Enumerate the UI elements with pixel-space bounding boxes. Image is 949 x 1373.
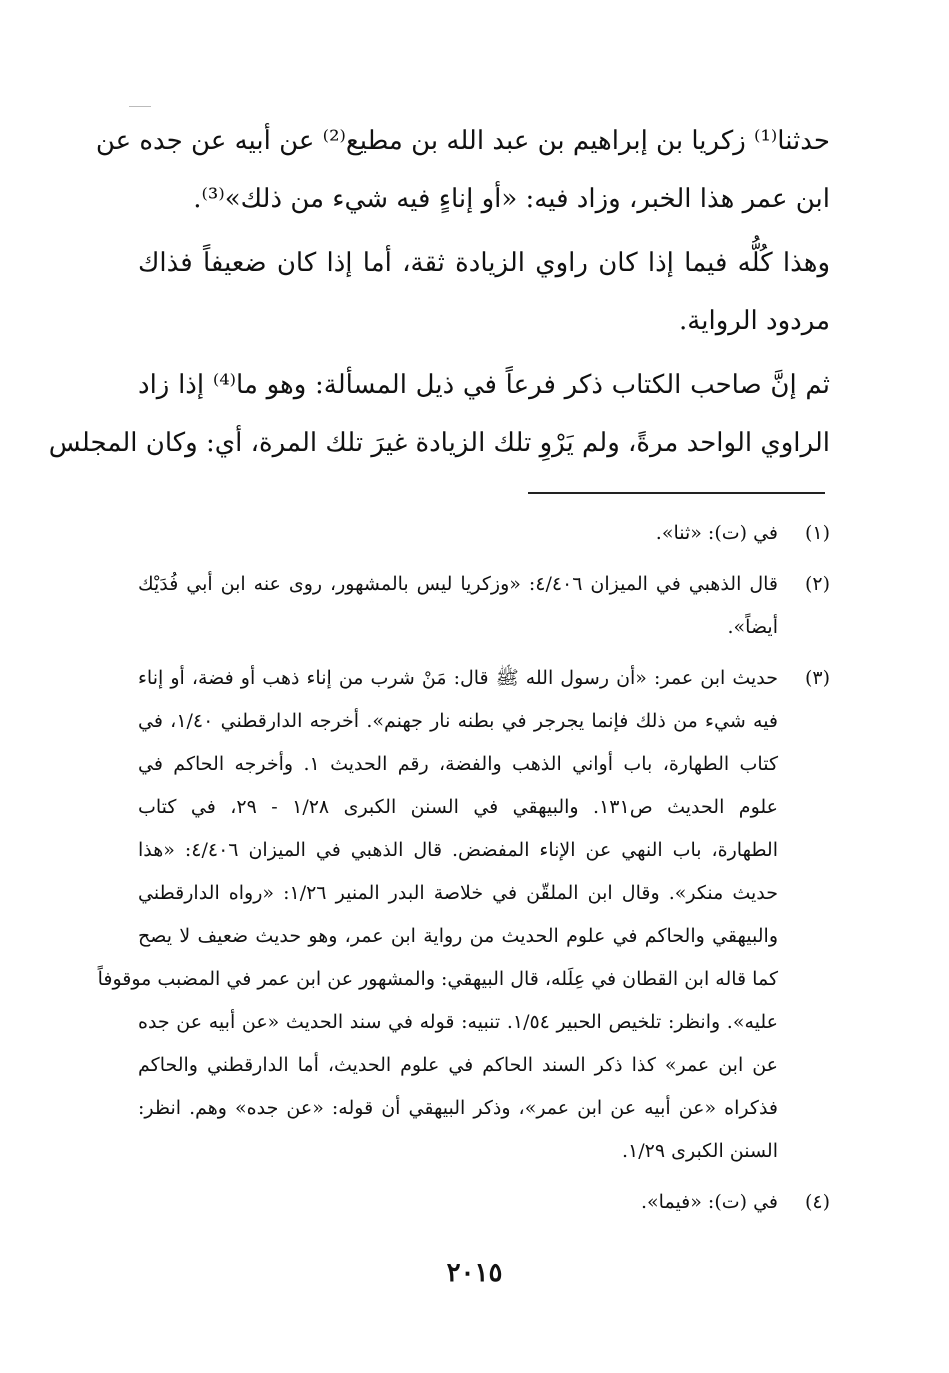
main-line: حدثنا⁽¹⁾ زكريا بن إبراهيم بن عبد الله بن مطيع⁽²⁾ عن أبيه عن جده عن xyxy=(95,126,830,156)
footnote-line: عن ابن عمر» كذا ذكر السند الحاكم في علوم الحديث، أما الدارقطني والحاكم xyxy=(138,1054,778,1076)
footnotes xyxy=(97,512,830,1232)
footnote-number: (٣) xyxy=(804,667,830,689)
footnote-line: كتاب الطهارة، باب أواني الذهب والفضة، رقم الحديث ١. وأخرجه الحاكم في xyxy=(138,753,778,775)
main-text xyxy=(48,112,830,472)
main-line: الراوي الواحد مرةً، ولم يَرْوِ تلك الزيادة غيرَ تلك المرة، أي: وكان المجلس xyxy=(48,428,830,458)
footnote-number: (١) xyxy=(804,522,830,544)
main-line: مردود الرواية. xyxy=(679,306,830,336)
footnote-line: في (ت): «فيما». xyxy=(641,1191,778,1213)
footnote-number: (٤) xyxy=(804,1191,830,1213)
footnote-line: فذكراه «عن أبيه عن ابن عمر»، وذكر البيهقي أن قوله: «عن جده» وهم. انظر: xyxy=(138,1097,778,1119)
footnote-line: الطهارة، باب النهي عن الإناء المفضض. قال الذهبي في الميزان ٤/٤٠٦: «هذا xyxy=(138,839,779,861)
footnote-line: في (ت): «ثنا». xyxy=(655,522,778,544)
footnote-number: (٢) xyxy=(804,573,830,595)
footnote-2 xyxy=(138,563,830,649)
footnote-line: السنن الكبرى ١/٢٩. xyxy=(621,1140,778,1162)
footnote-1 xyxy=(138,512,830,555)
footnote-line: علوم الحديث ص١٣١. والبيهقي في السنن الكبرى ١/٢٨ - ٢٩، في كتاب xyxy=(138,796,779,818)
footnote-line: والبيهقي والحاكم في علوم الحديث من رواية ابن عمر، وهو حديث ضعيف لا يصح xyxy=(138,925,778,947)
main-line: ابن عمر هذا الخبر، وزاد فيه: «أو إناءٍ فيه شيء من ذلك»⁽³⁾. xyxy=(193,184,830,214)
footnote-line: قال الذهبي في الميزان ٤/٤٠٦: «وزكريا ليس بالمشهور، روى عنه ابن أبي فُدَيْك xyxy=(138,573,778,595)
footnote-4 xyxy=(138,1181,830,1224)
footnote-line: حديث ابن عمر: «أن رسول الله ﷺ قال: مَنْ شرب من إناء ذهب أو فضة، أو إناء xyxy=(138,667,778,689)
footnote-line: فيه شيء من ذلك فإنما يجرجر في بطنه نار جهنم». أخرجه الدارقطني ١/٤٠، في xyxy=(138,710,779,732)
footnote-line: أيضاً». xyxy=(727,616,778,638)
top-mark xyxy=(129,106,151,107)
page-number: ٢٠١٥ xyxy=(446,1258,503,1288)
main-line: وهذا كُلُّه فيما إذا كان راوي الزيادة ثقة، أما إذا كان ضعيفاً فذاك xyxy=(138,248,830,278)
footnote-line: كما قاله ابن القطان في عِلَله، قال البيهقي: والمشهور عن ابن عمر في المضبب موقوفاً xyxy=(97,968,778,990)
footnote-3 xyxy=(97,657,830,1173)
footnote-line: عليه». وانظر: تلخيص الحبير ١/٥٤. تنبيه: قوله في سند الحديث «عن أبيه عن جده xyxy=(138,1011,778,1033)
footnote-separator xyxy=(528,492,825,494)
footnote-line: حديث منكر». وقال ابن الملقّن في خلاصة البدر المنير ١/٢٦: «رواه الدارقطني xyxy=(138,882,778,904)
main-line: ثم إنَّ صاحب الكتاب ذكر فرعاً في ذيل المسألة: وهو ما⁽⁴⁾ إذا زاد xyxy=(138,370,830,400)
